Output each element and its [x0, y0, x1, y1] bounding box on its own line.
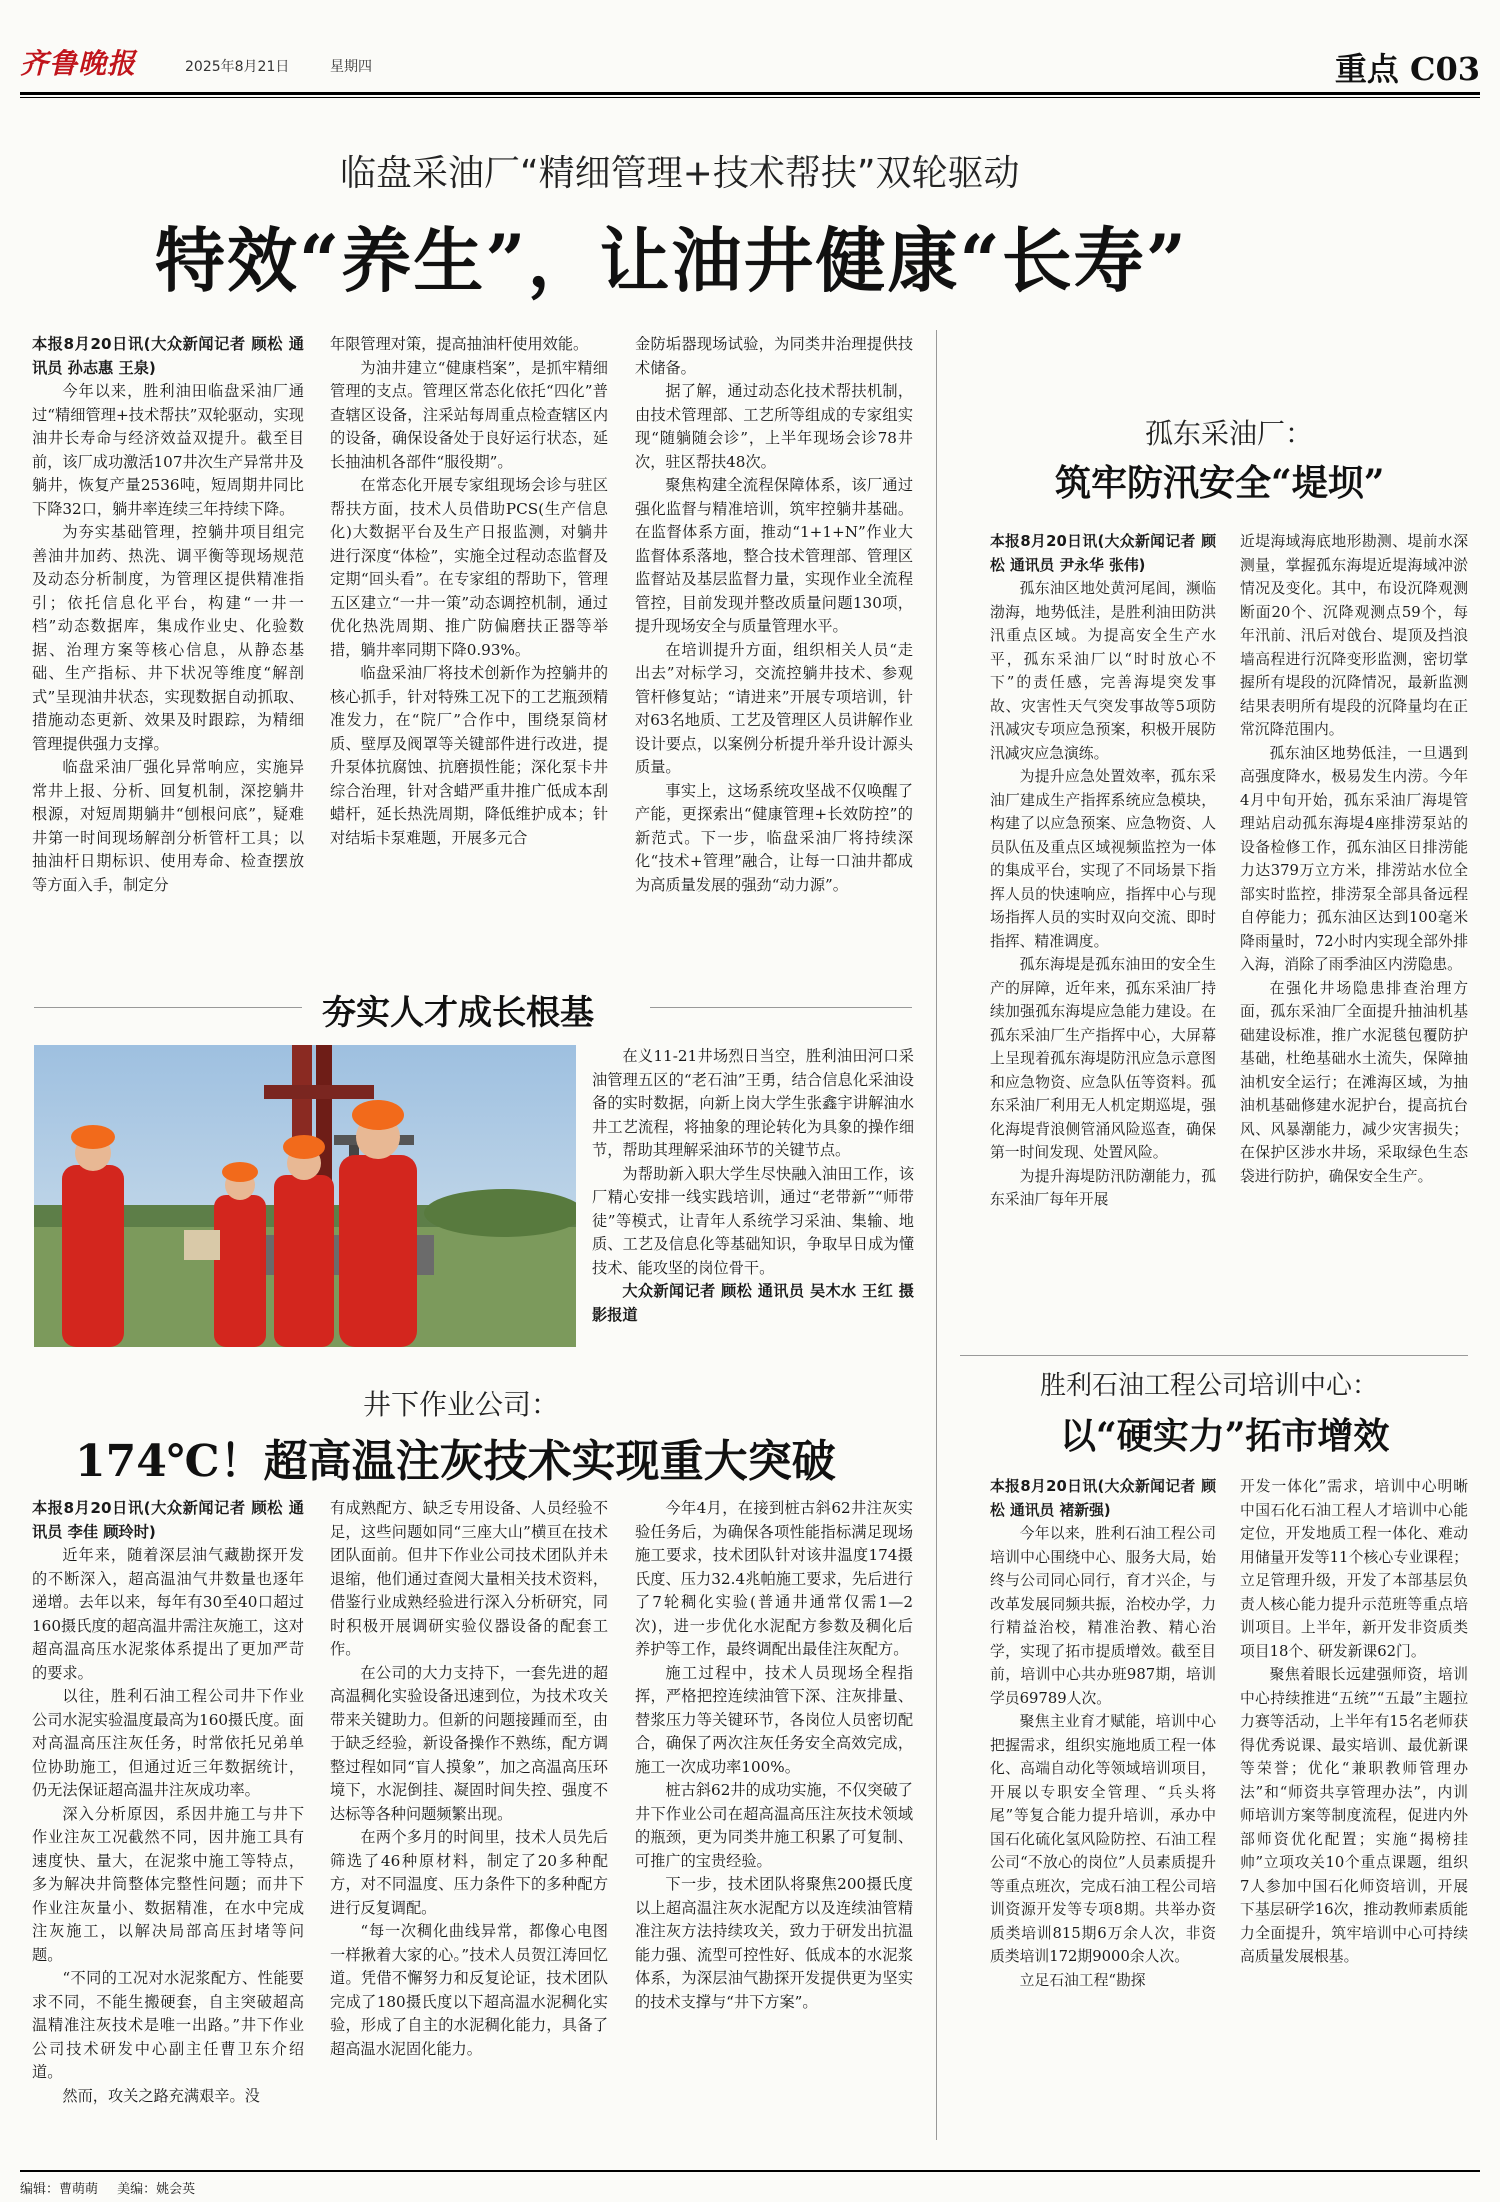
right-article1-title: 筑牢防汛安全“堤坝”	[1055, 462, 1385, 504]
bottom-article-col2	[330, 1497, 608, 2152]
paragraph: 在常态化开展专家组现场会诊与驻区帮扶方面，技术人员借助PCS(生产信息化)大数据平台及生产日报监测，对躺井进行深度“体检”，实施全过程动态监督及定期“回头看”。在专家组的帮助下，管理五区建立“一井一策”动态调控机制，通过优化热洗周期、推广防偏磨扶正器等举措，躺井率同期下降0.93%。	[330, 476, 608, 659]
photo-oilfield-workers	[34, 1045, 576, 1347]
paragraph: 为夯实基础管理，控躺井项目组完善油井加药、热洗、调平衡等现场规范及动态分析制度，为管理区提供精准指引；依托信息化平台，构建“一井一档”动态数据库，集成作业史、化验数据、治理方案等核心信息，从静态基础、生产指标、井下状况等维度“解剖式”呈现油井状态，实现数据自动抓取、措施动态更新、效果及时跟踪，为精细管理提供强力支撑。	[32, 523, 304, 753]
paragraph: 临盘采油厂强化异常响应，实施异常井上报、分析、回复机制，深挖躺井根源，对短周期躺井“刨根问底”，疑难井第一时间现场解剖分析管杆工具；以抽油杆日期标识、使用寿命、检查摆放等方面入手，制定分	[32, 758, 304, 894]
paragraph: 有成熟配方、缺乏专用设备、人员经验不足，这些问题如同“三座大山”横亘在技术团队面前。但井下作业公司技术团队并未退缩，他们通过查阅大量相关技术资料，借鉴行业成熟经验进行深入分析研究，同时积极开展调研实验仪器设备的配套工作。	[330, 1499, 608, 1658]
main-article-col2	[330, 333, 608, 955]
column-divider	[936, 330, 937, 2140]
right-section-rule	[960, 1355, 1468, 1356]
designer-credit: 美编：姚会英	[117, 2182, 196, 2197]
paragraph: 据了解，通过动态化技术帮扶机制，由技术管理部、工艺所等组成的专家组实现“随躺随会诊”，上半年现场会诊78井次，驻区帮扶48次。	[635, 382, 913, 471]
section-rule-left	[34, 1007, 302, 1008]
paragraph: 孤东油区地势低洼，一旦遇到高强度降水，极易发生内涝。今年4月中旬开始，孤东采油厂海堤管理站启动孤东海堤4座排涝泵站的设备检修工作，孤东油区日排涝能力达379万立方米，排涝站水位全部实时监控，排涝泵全部具备远程自停能力；孤东油区达到100毫米降雨量时，72小时内实现全部外排入海，消除了雨季油区内涝隐患。	[1240, 744, 1468, 973]
paragraph: 开发一体化”需求，培训中心明晰中国石化石油工程人才培训中心能定位，开发地质工程一体化、难动用储量开发等11个核心专业课程；立足管理升级，开发了本部基层负责人核心能力提升示范班等重点培训项目。上半年，新开发非资质类项目18个、研发新课62门。	[1240, 1478, 1468, 1660]
bottom-article-title: 174℃！超高温注灰技术实现重大突破	[75, 1436, 836, 1487]
paragraph: 孤东海堤是孤东油田的安全生产的屏障，近年来，孤东采油厂持续加强孤东海堤应急能力建设。在孤东采油厂生产指挥中心，大屏幕上呈现着孤东海堤防汛应急示意图和应急物资、应急队伍等资料。孤东采油厂利用无人机定期巡堤，强化海堤背浪侧管涌风险巡查，确保第一时间发现、处置风险。	[990, 956, 1216, 1161]
paragraph: “不同的工况对水泥浆配方、性能要求不同，不能生搬硬套，自主突破超高温精准注灰技术是唯一出路。”井下作业公司技术研发中心副主任曹卫东介绍道。	[32, 1969, 304, 2081]
paragraph: 金防垢器现场试验，为同类井治理提供技术储备。	[635, 335, 913, 377]
right-article1-byline: 本报8月20日讯(大众新闻记者 顾松 通讯员 尹永华 张伟)	[990, 533, 1216, 574]
paragraph: 以往，胜利石油工程公司井下作业公司水泥实验温度最高为160摄氏度。面对高温高压注灰任务，时常依托兄弟单位协助施工，但通过近三年数据统计，仍无法保证超高温井注灰成功率。	[32, 1687, 304, 1799]
paragraph: 近堤海域海底地形勘测、堤前水深测量，掌握孤东海堤近堤海域冲淤情况及变化。其中，布设沉降观测断面20个、沉降观测点59个，每年汛前、汛后对戗台、堤顶及挡浪墙高程进行沉降变形监测，密切掌握所有堤段的沉降情况，最新监测结果表明所有堤段的沉降量均在正常沉降范围内。	[1240, 533, 1468, 738]
masthead	[20, 40, 1480, 92]
paragraph: 在培训提升方面，组织相关人员“走出去”对标学习，交流控躺井技术、参观管杆修复站；“请进来”开展专项培训，针对63名地质、工艺及管理区人员讲解作业设计要点，以案例分析提升举升设计源头质量。	[635, 640, 913, 776]
paragraph: 桩古斜62井的成功实施，不仅突破了井下作业公司在超高温高压注灰技术领域的瓶颈，更为同类井施工积累了可复制、可推广的宝贵经验。	[635, 1781, 913, 1870]
bottom-article-byline: 本报8月20日讯(大众新闻记者 顾松 通讯员 李佳 顾玲时)	[32, 1499, 304, 1541]
paragraph: 然而，攻关之路充满艰辛。没	[62, 2086, 260, 2105]
paragraph: 施工过程中，技术人员现场全程指挥，严格把控连续油管下深、注灰排量、替浆压力等关键环节，各岗位人员密切配合，确保了两次注灰任务安全高效完成，施工一次成功率100%。	[635, 1663, 913, 1776]
right-article2-byline: 本报8月20日讯(大众新闻记者 顾松 通讯员 褚新强)	[990, 1478, 1216, 1519]
paragraph: 临盘采油厂将技术创新作为控躺井的核心抓手，针对特殊工况下的工艺瓶颈精准发力，在“院厂”合作中，围绕泵筒材质、壁厚及阀罩等关键部件进行改进，提升泵体抗腐蚀、抗磨损性能；深化泵卡井综合治理，针对含蜡严重井推广低成本刮蜡杆，延长热洗周期，降低维护成本；针对结垢卡泵难题，开展多元合	[330, 664, 608, 847]
photo-section-heading: 夯实人才成长根基	[322, 993, 594, 1033]
paragraph: 为提升应急处置效率，孤东采油厂建成生产指挥系统应急模块，构建了以应急预案、应急物资、人员队伍及重点区域视频监控为一体的集成平台，实现了不同场景下指挥人员的快速响应，指挥中心与现场指挥人员的实时双向交流、即时指挥、精准调度。	[990, 768, 1216, 950]
paragraph: 深入分析原因，系因井施工与井下作业注灰工况截然不同，因井施工具有速度快、量大，在泥浆中施工等特点，多为解决井筒整体完整性问题；而井下作业注灰量小、数据精准，在水中完成注灰施工，以解决局部高压封堵等问题。	[32, 1804, 304, 1964]
paragraph: 孤东油区地处黄河尾闾，濒临渤海，地势低洼，是胜利油田防洪汛重点区域。为提高安全生产水平，孤东采油厂以“时时放心不下”的责任感，完善海堤突发事故、灾害性天气突发事故等5项防汛减灾专项应急预案，积极开展防汛减灾应急演练。	[990, 580, 1216, 762]
bottom-article-kicker: 井下作业公司：	[363, 1388, 560, 1421]
page-footer	[20, 2170, 1480, 2198]
bottom-article-col3	[635, 1497, 913, 2152]
paragraph: 聚焦构建全流程保障体系，该厂通过强化监督与精准培训，筑牢控躺井基础。在监督体系方面，推动“1+1+N”作业大监督体系落地，整合技术管理部、管理区监督站及基层监督力量，实现作业全流程管控，目前发现并整改质量问题130项，提升现场安全与质量管理水平。	[635, 476, 913, 635]
section-label: 重点 C03	[1334, 50, 1480, 88]
right-article2-colA	[990, 1475, 1216, 2155]
photo-caption	[592, 1045, 914, 1347]
issue-date: 2025年8月21日	[185, 59, 290, 75]
main-article-kicker: 临盘采油厂“精细管理+技术帮扶”双轮驱动	[340, 153, 1020, 194]
main-article-title: 特效“养生”，让油井健康“长寿”	[155, 219, 1189, 302]
right-article2-kicker: 胜利石油工程公司培训中心：	[1040, 1371, 1379, 1401]
caption-paragraph: 为帮助新入职大学生尽快融入油田工作，该厂精心安排一线实践培训，通过“老带新”“师带徒”等模式，让青年人系统学习采油、集输、地质、工艺及信息化等基础知识，争取早日成为懂技术、能攻坚的岗位骨干。	[592, 1164, 914, 1277]
paragraph: 为提升海堤防汛防潮能力，孤东采油厂每年开展	[990, 1167, 1216, 1208]
main-article-col1	[32, 333, 304, 955]
paragraph: 聚焦着眼长远建强师资，培训中心持续推进“五统”“五最”主题拉力赛等活动，上半年有15名老师获得优秀说课、最实培训、最优新课等荣誉；优化“兼职教师管理办法”和“师资共享管理办法”，内训师培训方案等制度流程，促进内外部师资优化配置；实施“揭榜挂帅”立项攻关10个重点课题，组织7人参加中国石化师资培训，开展下基层研学16次，推动教师素质能力全面提升，筑牢培训中心可持续高质量发展根基。	[1240, 1666, 1468, 1965]
paragraph: 年限管理对策，提高抽油杆使用效能。	[330, 335, 589, 353]
paragraph: 下一步，技术团队将聚焦200摄氏度以上超高温注灰水泥配方以及连续油管精准注灰方法持续攻关，致力于研发出抗温能力强、流型可控性好、低成本的水泥浆体系，为深层油气勘探开发提供更为坚实的技术支撑与“井下方案”。	[635, 1875, 913, 2011]
paragraph: 立足石油工程“勘探	[1019, 1971, 1146, 1989]
right-article2-title: 以“硬实力”拓市增效	[1060, 1415, 1390, 1457]
newspaper-logo: 齐鲁晚报	[20, 47, 137, 80]
paragraph: 在强化井场隐患排查治理方面，孤东采油厂全面提升抽油机基础建设标准，推广水泥毯包覆防护基础，杜绝基础水土流失，保障抽油机安全运行；在滩海区域，为抽油机基础修建水泥护台，提高抗台风、风暴潮能力，减少灾害损失；在保护区涉水井场，采取绿色生态袋进行防护，确保安全生产。	[1240, 979, 1468, 1185]
caption-paragraph: 在义11-21井场烈日当空，胜利油田河口采油管理五区的“老石油”王勇，结合信息化采油设备的实时数据，向新上岗大学生张鑫宇讲解油水井工艺流程，将抽象的理论转化为具象的操作细节，帮助其理解采油环节的关键节点。	[592, 1047, 914, 1159]
main-article-byline: 本报8月20日讯(大众新闻记者 顾松 通讯员 孙志惠 王泉)	[32, 335, 304, 377]
paragraph: 在两个多月的时间里，技术人员先后筛选了46种原材料，制定了20多种配方，对不同温度、压力条件下的多种配方进行反复调配。	[330, 1828, 608, 1917]
paragraph: “每一次稠化曲线异常，都像心电图一样揪着大家的心。”技术人员贺江涛回忆道。凭借不懈努力和反复论证，技术团队完成了180摄氏度以下超高温水泥稠化实验，形成了自主的水泥稠化能力，具备了超高温水泥固化能力。	[330, 1922, 608, 2058]
section-rule-right	[650, 1007, 912, 1008]
photo-illustration	[34, 1045, 576, 1347]
paragraph: 聚焦主业育才赋能，培训中心把握需求，组织实施地质工程一体化、高端自动化等领域培训项目，开展以专职安全管理、“兵头将尾”等复合能力提升培训，承办中国石化硫化氢风险防控、石油工程公司“不放心的岗位”人员素质提升等重点班次，完成石油工程公司培训资源开发等专项8期。共举办资质类培训815期6万余人次，非资质类培训172期9000余人次。	[990, 1713, 1216, 1965]
paragraph: 今年以来，胜利石油工程公司培训中心围绕中心、服务大局，始终与公司同心同行，育才兴企，与改革发展同频共振，治校办学，力行精益治校，精准治教、精心治学，实现了拓市提质增效。截至目前，培训中心共办班987期，培训学员69789人次。	[990, 1525, 1216, 1707]
paragraph: 为油井建立“健康档案”，是抓牢精细管理的支点。管理区常态化依托“四化”普查辖区设备，注采站每周重点检查辖区内的设备，确保设备处于良好运行状态，延长抽油机各部件“服役期”。	[330, 358, 608, 471]
paragraph: 今年以来，胜利油田临盘采油厂通过“精细管理+技术帮扶”双轮驱动，实现油井长寿命与经济效益双提升。截至目前，该厂成功激活107井次生产异常井及躺井，恢复产量2536吨，短周期井同比下降32口，躺井率连续三年持续下降。	[32, 382, 304, 518]
paragraph: 今年4月，在接到桩古斜62井注灰实验任务后，为确保各项性能指标满足现场施工要求，技术团队针对该井温度174摄氏度、压力32.4兆帕施工要求，先后进行了7轮稠化实验(普通井通常仅需1—2次)，进一步优化水泥配方参数及稠化后养护等工作，最终调配出最佳注灰配方。	[635, 1499, 913, 1658]
right-article1-kicker: 孤东采油厂：	[1145, 417, 1314, 450]
editor-credit: 编辑：曹萌萌	[20, 2182, 99, 2197]
issue-weekday: 星期四	[330, 59, 372, 75]
paragraph: 在公司的大力支持下，一套先进的超高温稠化实验设备迅速到位，为技术攻关带来关键助力。但新的问题接踵而至，由于缺乏经验，新设备操作不熟练，配方调整过程如同“盲人摸象”，加之高温高压环境下，水泥倒挂、凝固时间失控、强度不达标等各种问题频繁出现。	[330, 1663, 608, 1823]
paragraph: 近年来，随着深层油气藏勘探开发的不断深入，超高温油气井数量也逐年递增。去年以来，每年有30至40口超过160摄氏度的超高温井需注灰施工，这对超高温高压水泥浆体系提出了更加严苛的要求。	[32, 1546, 304, 1682]
main-article-col3	[635, 333, 913, 955]
bottom-article-col1	[32, 1497, 304, 2152]
right-article2-colB	[1240, 1475, 1468, 2155]
photo-credit: 大众新闻记者 顾松 通讯员 吴木水 王红 摄影报道	[592, 1282, 914, 1324]
paragraph: 事实上，这场系统攻坚战不仅唤醒了产能，更探索出“健康管理+长效防控”的新范式。下一步，临盘采油厂将持续深化“技术+管理”融合，让每一口油井都成为高质量发展的强劲“动力源”。	[635, 781, 913, 894]
masthead-rule-thick	[20, 92, 1480, 95]
masthead-rule-thin	[20, 97, 1480, 98]
